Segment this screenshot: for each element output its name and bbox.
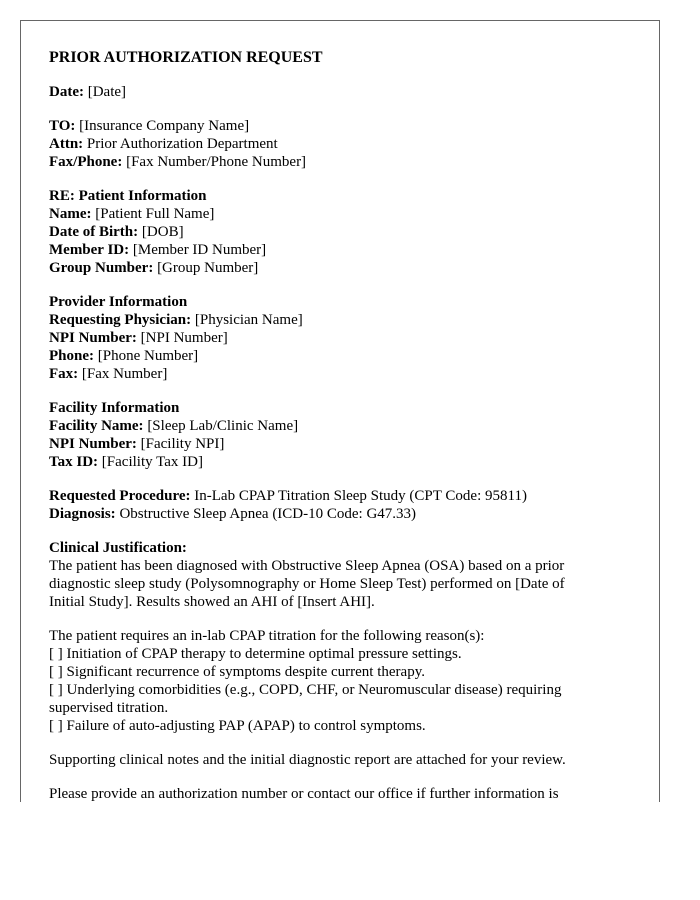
attn-line — [49, 135, 609, 153]
member-id-label: Member ID: — [49, 242, 130, 258]
date-line — [49, 83, 609, 101]
reason-item-4: [ ] Failure of auto-adjusting PAP (APAP) to control symptoms. — [49, 718, 426, 734]
patient-name-label: Name: — [49, 206, 92, 222]
fax-phone-value: [Fax Number/Phone Number] — [126, 154, 307, 170]
group-number-label: Group Number: — [49, 260, 154, 276]
fax-phone-label: Fax/Phone: — [49, 154, 123, 170]
facility-name-label: Facility Name: — [49, 418, 144, 434]
justification-text-line-3: Initial Study]. Results showed an AHI of [Insert AHI]. — [49, 594, 375, 610]
provider-phone-line — [49, 347, 609, 365]
document-title: PRIOR AUTHORIZATION REQUEST — [49, 49, 323, 66]
provider-fax-value: [Fax Number] — [81, 366, 168, 382]
facility-name-value: [Sleep Lab/Clinic Name] — [147, 418, 299, 434]
fax-phone-line — [49, 153, 609, 171]
attn-value: Prior Authorization Department — [86, 136, 278, 152]
physician-label: Requesting Physician: — [49, 312, 192, 328]
dob-value: [DOB] — [141, 224, 184, 240]
diagnosis-label: Diagnosis: — [49, 506, 116, 522]
provider-npi-value: [NPI Number] — [140, 330, 228, 346]
facility-npi-line — [49, 435, 609, 453]
procedure-label: Requested Procedure: — [49, 488, 191, 504]
attn-label: Attn: — [49, 136, 84, 152]
tax-id-line — [49, 453, 609, 471]
facility-name-line — [49, 417, 609, 435]
physician-value: [Physician Name] — [194, 312, 303, 328]
provider-section — [49, 293, 609, 383]
to-value: [Insurance Company Name] — [79, 118, 250, 134]
patient-name-value: [Patient Full Name] — [95, 206, 215, 222]
reason-item-3-continued: supervised titration. — [49, 700, 169, 716]
provider-heading: Provider Information — [49, 294, 188, 310]
group-number-value: [Group Number] — [157, 260, 259, 276]
member-id-value: [Member ID Number] — [132, 242, 267, 258]
patient-name-line — [49, 205, 609, 223]
date-value: [Date] — [87, 84, 127, 100]
provider-phone-value: [Phone Number] — [97, 348, 199, 364]
procedure-section — [49, 487, 609, 523]
facility-section — [49, 399, 609, 471]
dob-label: Date of Birth: — [49, 224, 139, 240]
reasons-section — [49, 627, 609, 735]
procedure-value: In-Lab CPAP Titration Sleep Study (CPT Code: 95811) — [194, 488, 527, 504]
to-line — [49, 117, 609, 135]
date-section — [49, 83, 609, 101]
document-content — [49, 49, 609, 802]
justification-heading: Clinical Justification: — [49, 540, 187, 556]
dob-line — [49, 223, 609, 241]
diagnosis-value: Obstructive Sleep Apnea (ICD-10 Code: G47.33) — [119, 506, 417, 522]
closing-section — [49, 785, 609, 802]
diagnosis-line — [49, 505, 609, 523]
provider-fax-line — [49, 365, 609, 383]
provider-phone-label: Phone: — [49, 348, 94, 364]
tax-id-label: Tax ID: — [49, 454, 99, 470]
physician-line — [49, 311, 609, 329]
provider-npi-line — [49, 329, 609, 347]
provider-fax-label: Fax: — [49, 366, 79, 382]
group-number-line — [49, 259, 609, 277]
member-id-line — [49, 241, 609, 259]
facility-npi-label: NPI Number: — [49, 436, 137, 452]
supporting-text: Supporting clinical notes and the initial diagnostic report are attached for your review. — [49, 752, 566, 768]
supporting-section — [49, 751, 609, 769]
closing-text: Please provide an authorization number or contact our office if further information is — [49, 786, 559, 802]
justification-text-line-2: diagnostic sleep study (Polysomnography or Home Sleep Test) performed on [Date of — [49, 576, 565, 592]
provider-npi-label: NPI Number: — [49, 330, 137, 346]
date-label: Date: — [49, 84, 84, 100]
justification-text-line-1: The patient has been diagnosed with Obstructive Sleep Apnea (OSA) based on a prior — [49, 558, 565, 574]
tax-id-value: [Facility Tax ID] — [101, 454, 203, 470]
facility-heading: Facility Information — [49, 400, 180, 416]
reason-item-3: [ ] Underlying comorbidities (e.g., COPD, CHF, or Neuromuscular disease) requiring — [49, 682, 562, 698]
document-page — [20, 20, 660, 802]
to-label: TO: — [49, 118, 76, 134]
patient-section — [49, 187, 609, 277]
reasons-intro: The patient requires an in-lab CPAP titration for the following reason(s): — [49, 628, 485, 644]
facility-npi-value: [Facility NPI] — [140, 436, 225, 452]
reason-item-1: [ ] Initiation of CPAP therapy to determine optimal pressure settings. — [49, 646, 462, 662]
recipient-section — [49, 117, 609, 171]
patient-heading: RE: Patient Information — [49, 188, 207, 204]
reason-item-2: [ ] Significant recurrence of symptoms despite current therapy. — [49, 664, 425, 680]
procedure-line — [49, 487, 609, 505]
justification-section — [49, 539, 609, 611]
